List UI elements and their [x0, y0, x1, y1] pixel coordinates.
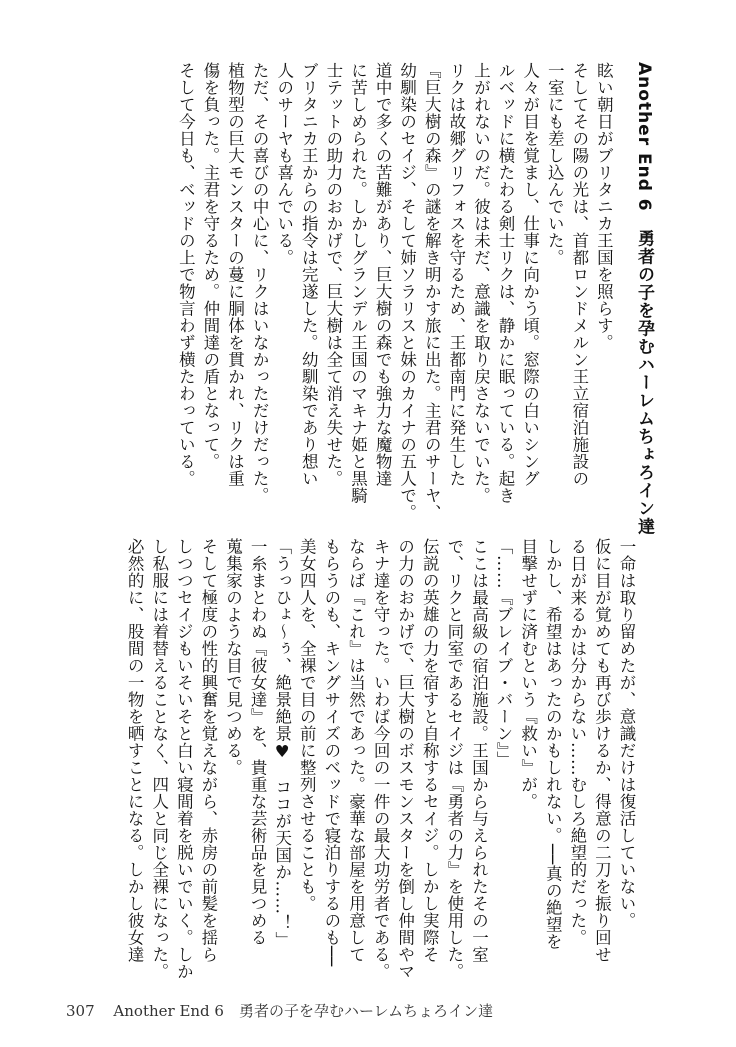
bottom-line: そして極度の性的興奮を覚えながら、赤房の前髪を揺ら [198, 538, 218, 963]
bottom-line: ここは最高級の宿泊施設。王国から与えられたその一室 [469, 538, 489, 963]
top-line: 植物型の巨大モンスターの蔓に胴体を貫かれ、リクは重 [225, 62, 245, 487]
bottom-line: しかし、希望はあったのかもしれない。──真の絶望を [543, 538, 563, 950]
bottom-line: 目撃せずに済むという『救い』が。 [518, 538, 538, 810]
top-line: ルベッドに横たわる剣士リクは、静かに眠っている。起き [496, 62, 516, 504]
page-number: 307 [66, 1002, 95, 1020]
bottom-line: 伝説の英雄の力を宿すと自称するセイジ。しかし実際そ [420, 538, 440, 963]
bottom-line: し私服には着替えることなく、四人と同じ全裸になった。 [149, 538, 169, 980]
top-line: 傷を負った。主君を守るため。仲間達の盾となって。 [200, 62, 220, 470]
bottom-line: 蒐集家のような目で見つめる。 [223, 538, 243, 776]
top-line: 幼馴染のセイジ、そして姉ソラリスと妹のカイナの五人で。 [397, 62, 417, 521]
top-line: に苦しめられた。しかしグランデル王国のマキナ姫と黒騎 [348, 62, 368, 504]
bottom-line: 仮に目が覚めても再び歩けるか、得意の二刀を振り回せ [592, 538, 612, 963]
bottom-line: しつつセイジもいそいそと白い寝間着を脱いでいく。しか [174, 538, 194, 980]
bottom-line: る日が来るかは分からない……むしろ絶望的だった。 [567, 538, 587, 946]
bottom-paragraph-lines [122, 538, 638, 978]
bottom-line: の力のおかげで、巨大樹のボスモンスターを倒し仲間やマ [395, 538, 415, 980]
running-title: Another End 6 勇者の子を孕むハーレムちょろイン達 [113, 1002, 494, 1020]
top-line: 道中で多くの苦難があり、巨大樹の森でも強力な魔物達 [373, 62, 393, 487]
top-line: 上がれないのだ。彼は未だ、意識を取り戻さないでいた。 [471, 62, 491, 504]
bottom-line: もらうのも、キングサイズのベッドで寝泊りするのも── [321, 538, 341, 967]
top-line: 士テットの助力のおかげで、巨大樹は全て消え失せた。 [323, 62, 343, 487]
top-paragraph-lines [173, 62, 616, 521]
bottom-line: 美女四人を、全裸で目の前に整列させることも。 [297, 538, 317, 912]
bottom-line: 必然的に、股間の一物を晒すことになる。しかし彼女達 [125, 538, 145, 963]
top-line: ただ、その喜びの中心に、リクはいなかっただけだった。 [250, 62, 270, 504]
bottom-line: 「……『ブレイブ・バーン』」 [494, 538, 514, 768]
top-line: ブリタニカ王からの指令は完遂した。幼馴染であり想い [299, 62, 319, 487]
chapter-title: Another End 6 勇者の子を孕むハーレムちょろイン達 [634, 62, 654, 536]
bottom-text-block [122, 538, 638, 978]
bottom-line: ならば『これ』は当然であった。豪華な部屋を用意して [346, 538, 366, 963]
top-line: 人々が目を覚まし、仕事に向かう頃。窓際の白いシング [520, 62, 540, 487]
top-line: 『巨大樹の森』の謎を解き明かす旅に出た。主君のサーヤ、 [422, 62, 442, 521]
bottom-line: 一命は取り留めたが、意識だけは復活していない。 [617, 538, 636, 929]
bottom-line: で、リクと同室であるセイジは『勇者の力』を使用した。 [444, 538, 464, 980]
top-line: 眩い朝日がブリタニカ王国を照らす。 [594, 62, 614, 351]
page-footer [66, 1000, 507, 1021]
top-line: そして今日も、ベッドの上で物言わず横たわっている。 [176, 62, 196, 487]
bottom-line: 一糸まとわぬ『彼女達』を、貴重な芸術品を見つめる [248, 538, 268, 946]
top-line: 人のサーヤも喜んでいる。 [274, 62, 294, 266]
bottom-line: キナ達を守った。いわば今回の一件の最大功労者である。 [371, 538, 391, 980]
top-line: そしてその陽の光は、首都ロンドメルン王立宿泊施設の [569, 62, 589, 487]
top-text-block [173, 62, 656, 536]
top-line: 一室にも差し込んでいた。 [545, 62, 565, 266]
top-line: リクは故郷グリフォスを守るため、王都南門に発生した [446, 62, 466, 487]
bottom-line: 「うっひょ～ぅ、絶景絶景♥ ココが天国か……！」 [272, 538, 292, 949]
